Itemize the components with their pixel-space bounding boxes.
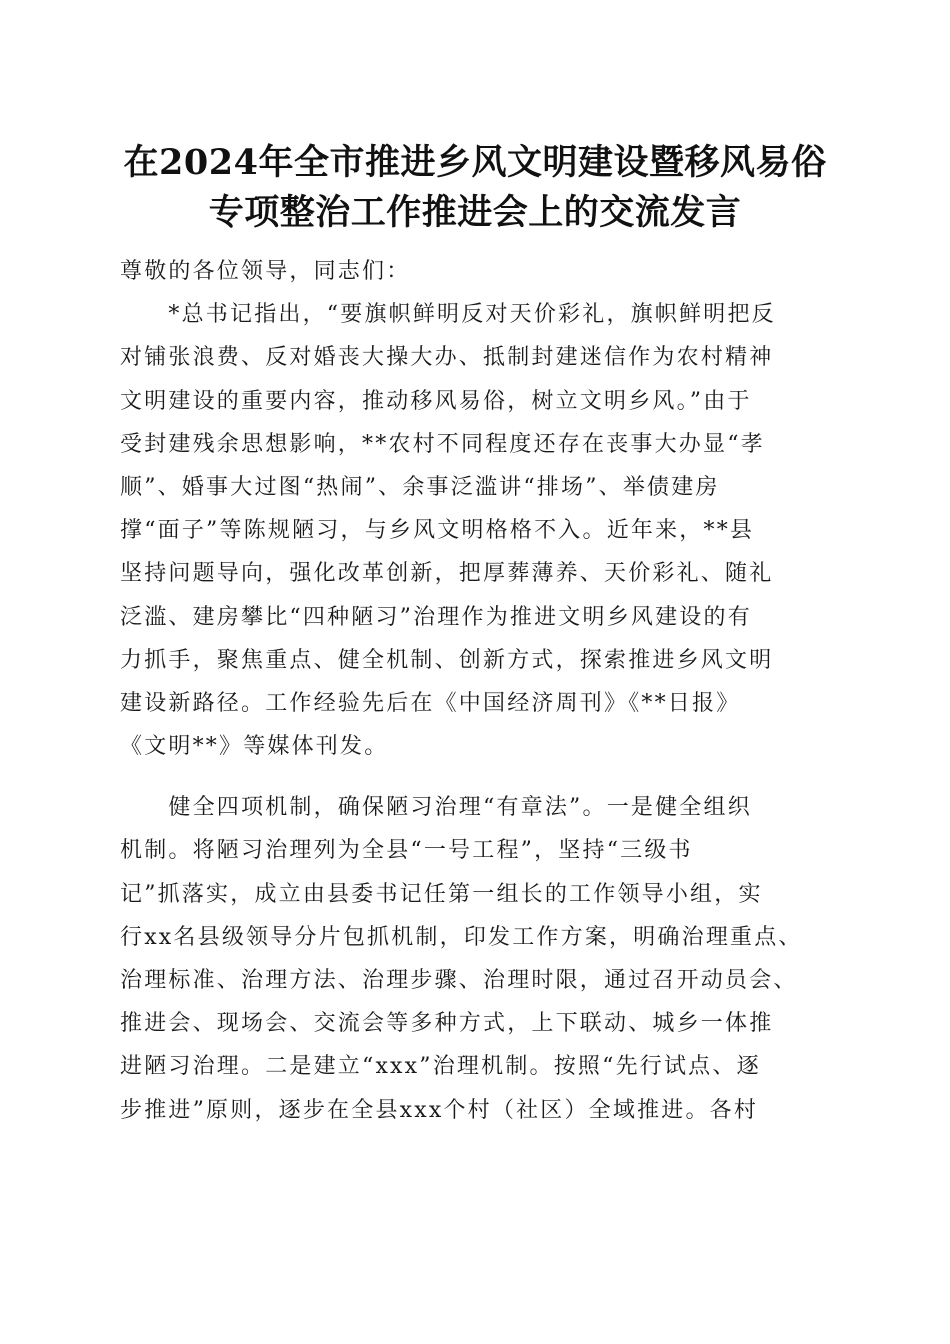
paragraph-line: 文明建设的重要内容，推动移风易俗，树立文明乡风。”由于 [120,388,752,414]
paragraph-2 [120,786,838,1132]
paragraph-line: *总书记指出，“要旗帜鲜明反对天价彩礼，旗帜鲜明把反 [120,302,776,328]
paragraph-line: 受封建残余思想影响，**农村不同程度还存在丧事大办显“孝 [120,431,765,457]
title-line-2: 专项整治工作推进会上的交流发言 [208,192,742,233]
paragraph-line: 建设新路径。工作经验先后在《中国经济周刊》《**日报》 [120,690,741,716]
title-line-1: 在2024年全市推进乡风文明建设暨移风易俗 [123,142,827,183]
paragraph-line: 推进会、现场会、交流会等多种方式，上下联动、城乡一体推 [120,1011,774,1037]
paragraph-line: 记”抓落实，成立由县委书记任第一组长的工作领导小组，实 [120,881,763,907]
paragraph-line: 对铺张浪费、反对婚丧大操大办、抵制封建迷信作为农村精神 [120,345,774,371]
paragraph-line: 治理标准、治理方法、治理步骤、治理时限，通过召开动员会、 [120,968,798,993]
paragraph-1 [120,293,838,768]
paragraph-line: 健全四项机制，确保陋习治理“有章法”。一是健全组织 [120,795,752,821]
document-body [120,250,838,1132]
paragraph-line: 顺”、婚事大过图“热闹”、余事泛滥讲“排场”、举债建房 [120,474,720,500]
paragraph-line: 撑“面子”等陈规陋习，与乡风文明格格不入。近年来，**县 [120,518,755,544]
paragraph-line: 泛滥、建房攀比“四种陋习”治理作为推进文明乡风建设的有 [120,604,752,630]
paragraph-line: 坚持问题导向，强化改革创新，把厚葬薄养、天价彩礼、随礼 [120,561,774,587]
paragraph-line: 力抓手，聚焦重点、健全机制、创新方式，探索推进乡风文明 [120,647,774,673]
paragraph-line: 进陋习治理。二是建立“xxx”治理机制。按照“先行试点、逐 [120,1054,761,1080]
document-title [110,138,840,238]
paragraph-line: 机制。将陋习治理列为全县“一号工程”，坚持“三级书 [120,838,693,864]
paragraph-gap [120,768,838,786]
paragraph-line: 行xx名县级领导分片包抓机制，印发工作方案，明确治理重点、 [120,924,803,950]
paragraph-line: 步推进”原则，逐步在全县xxx个村（社区）全域推进。各村 [120,1097,759,1123]
paragraph-line: 《文明**》等媒体刊发。 [120,734,389,760]
salutation: 尊敬的各位领导，同志们： [120,259,411,284]
